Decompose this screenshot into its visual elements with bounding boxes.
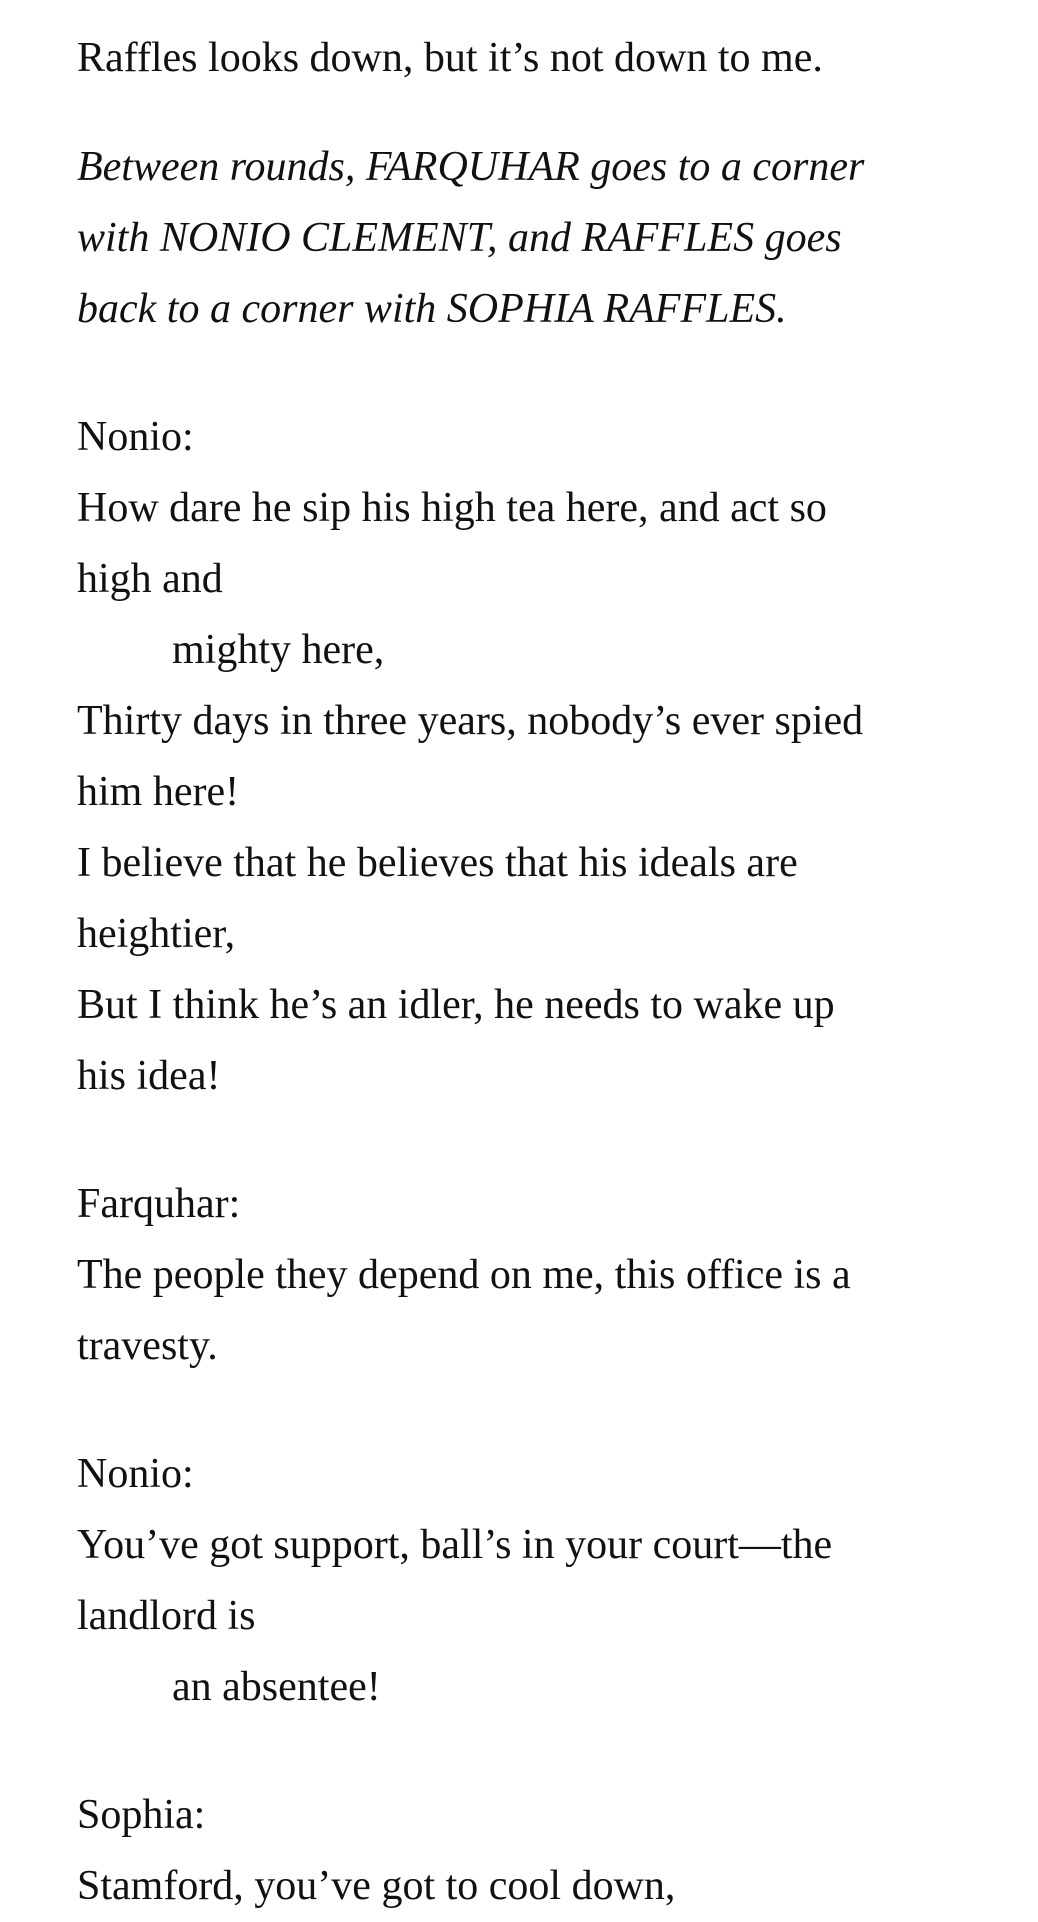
dialogue-line: heightier, bbox=[77, 911, 236, 957]
stage-direction-line: Between rounds, FARQUHAR goes to a corner bbox=[77, 144, 865, 190]
dialogue-line: Thirty days in three years, nobody’s ever spied bbox=[77, 698, 864, 744]
dialogue-block-farquhar bbox=[77, 1169, 977, 1382]
dialogue-line: Stamford, you’ve got to cool down, bbox=[77, 1863, 676, 1909]
dialogue-line-indented: an absentee! bbox=[172, 1664, 381, 1710]
spacer bbox=[77, 1382, 977, 1439]
dialogue-line: You’ve got support, ball’s in your court—the bbox=[77, 1522, 833, 1568]
dialogue-line: travesty. bbox=[77, 1323, 218, 1369]
dialogue-line: I believe that he believes that his ideals are bbox=[77, 840, 798, 886]
dialogue-line: his idea! bbox=[77, 1053, 221, 1099]
intro-line: Raffles looks down, but it’s not down to me. bbox=[77, 35, 823, 81]
dialogue-line: landlord is bbox=[77, 1593, 256, 1639]
spacer bbox=[77, 1723, 977, 1780]
stage-direction-line: back to a corner with SOPHIA RAFFLES. bbox=[77, 286, 787, 332]
dialogue-line: But I think he’s an idler, he needs to wake up bbox=[77, 982, 835, 1028]
stage-direction-line: with NONIO CLEMENT, and RAFFLES goes bbox=[77, 215, 842, 261]
dialogue-line: high and bbox=[77, 556, 223, 602]
speaker-name: Nonio: bbox=[77, 414, 194, 460]
script-page bbox=[77, 0, 977, 1922]
dialogue-line: The people they depend on me, this office is a bbox=[77, 1252, 851, 1298]
speaker-name: Sophia: bbox=[77, 1792, 206, 1838]
spacer bbox=[77, 345, 977, 402]
dialogue-line: How dare he sip his high tea here, and act so bbox=[77, 485, 827, 531]
speaker-name: Farquhar: bbox=[77, 1181, 241, 1227]
dialogue-block-nonio bbox=[77, 402, 977, 1112]
spacer bbox=[77, 94, 977, 132]
dialogue-block-sophia bbox=[77, 1780, 977, 1922]
spacer bbox=[77, 1112, 977, 1169]
speaker-name: Nonio: bbox=[77, 1451, 194, 1497]
stage-direction bbox=[77, 132, 977, 345]
dialogue-line: him here! bbox=[77, 769, 240, 815]
dialogue-block-nonio bbox=[77, 1439, 977, 1723]
dialogue-line-indented: mighty here, bbox=[172, 627, 385, 673]
